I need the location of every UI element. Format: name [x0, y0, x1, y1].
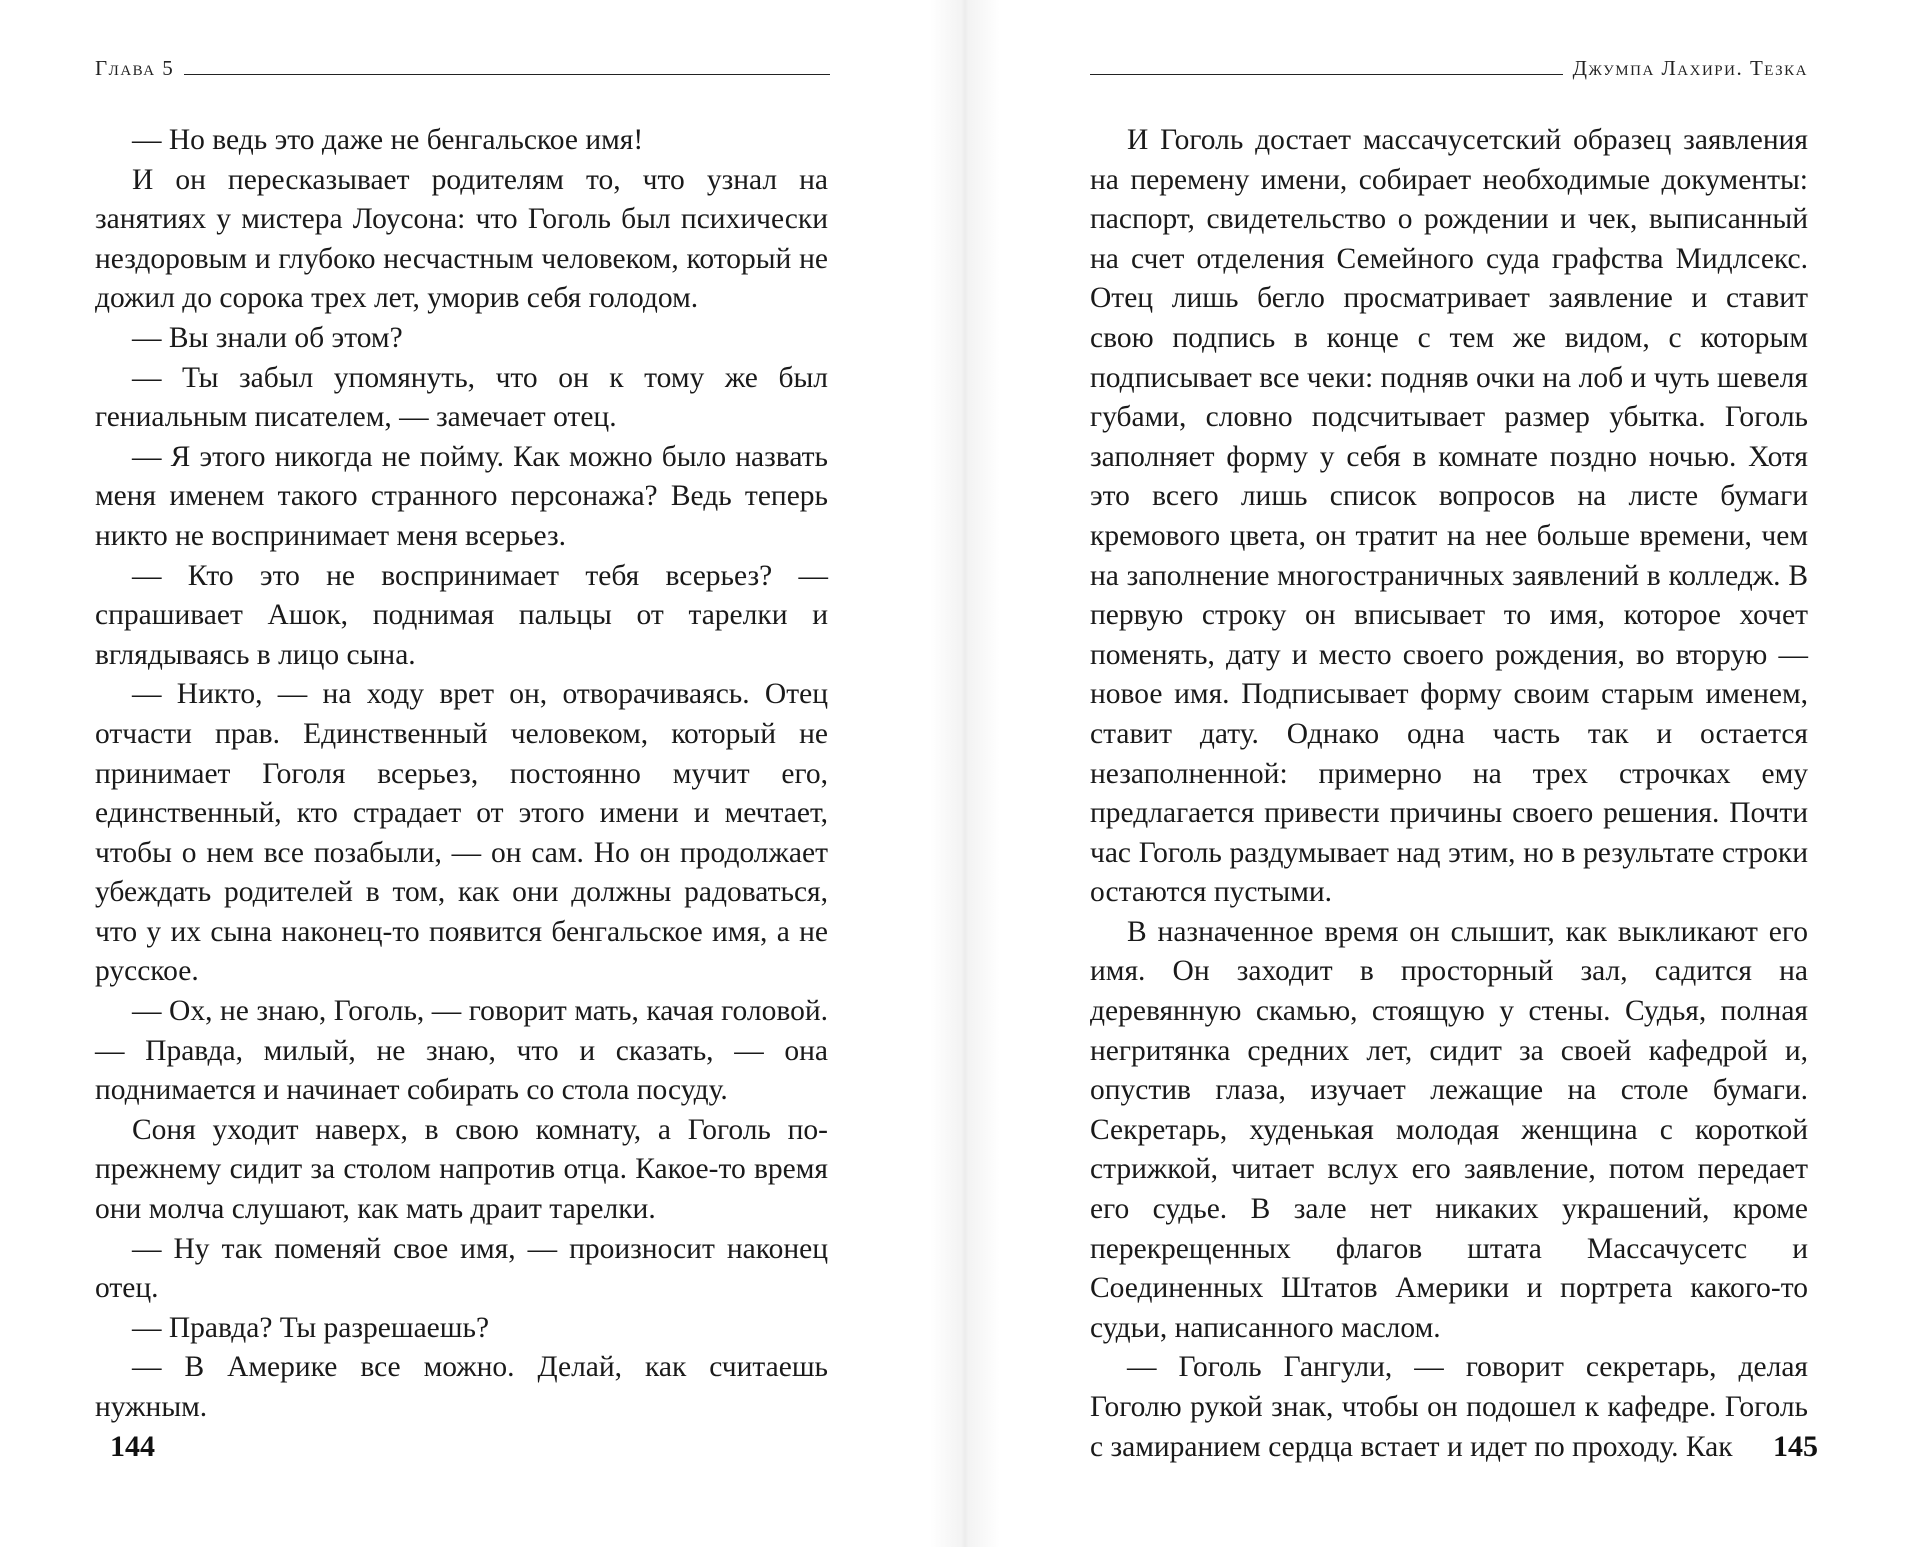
right-page — [1090, 0, 1818, 1547]
chapter-title: Глава 5 — [95, 56, 175, 80]
left-page — [95, 0, 830, 1547]
running-head-left — [95, 56, 830, 81]
page-number-left: 144 — [110, 1430, 155, 1463]
paragraph: Соня уходит наверх, в свою комнату, а Гоголь по-прежнему сидит за столом напротив отца. Какое-то время они молча слушают, как мать драит тарелки. — [95, 1113, 828, 1226]
paragraph: — Гоголь Гангули, — говорит секретарь, делая Гоголю рукой знак, чтобы он подошел к кафедре. Гоголь с замиранием сердца встает и идет по проходу. Как — [1090, 1351, 1808, 1463]
paragraph: В назначенное время он слышит, как выкликают его имя. Он заходит в просторный зал, садится на деревянную скамью, стоящую у стены. Судья, полная негритянка средних лет, сидит за своей кафедрой и, опустив глаза, изучает лежащие на столе бумаги. Секретарь, худенькая молодая женщина с короткой стрижкой, читает вслух его заявление, потом передает его судье. В зале нет никаких украшений, кроме перекрещенных флагов штата Массачусетс и Соединенных Штатов Америки и портрета какого-то судьи, написанного маслом. — [1090, 915, 1808, 1344]
paragraph: И он пересказывает родителям то, что узнал на занятиях у мистера Лоусона: что Гоголь был психически нездоровым и глубоко несчастным человеком, который не дожил до сорока трех лет, уморив себя голодом. — [95, 163, 828, 315]
header-rule — [184, 74, 830, 75]
header-rule — [1090, 74, 1563, 75]
right-page-text — [1090, 121, 1808, 1467]
paragraph: — Вы знали об этом? — [132, 321, 403, 354]
book-title: Джумпа Лахири. Тезка — [1572, 56, 1808, 80]
page-number-right: 145 — [1773, 1430, 1818, 1463]
paragraph: — Ох, не знаю, Гоголь, — говорит мать, качая головой. — Правда, милый, не знаю, что и сказать, — она поднимается и начинает собирать со стола посуду. — [95, 995, 828, 1107]
paragraph: — В Америке все можно. Делай, как считаешь нужным. — [95, 1351, 828, 1423]
paragraph: — Кто это не воспринимает тебя всерьез? — спрашивает Ашок, поднимая пальцы от тарелки и вглядываясь в лицо сына. — [95, 559, 828, 671]
left-page-text — [95, 121, 828, 1428]
paragraph: И Гоголь достает массачусетский образец заявления на перемену имени, собирает необходимые документы: паспорт, свидетельство о рождении и чек, выписанный на счет отделения Семейного суда графства Мидлсекс. Отец лишь бегло просматривает заявление и ставит свою подпись в конце с тем же видом, с которым подписывает все чеки: подняв очки на лоб и чуть шевеля губами, словно подсчитывает размер убытка. Гоголь заполняет форму у себя в комнате поздно ночью. Хотя это всего лишь список вопросов на листе бумаги кремового цвета, он тратит на нее больше времени, чем на заполнение многостраничных заявлений в колледж. В первую строку он вписывает то имя, которое хочет поменять, дату и место своего рождения, во вторую — новое имя. Подписывает форму своим старым именем, ставит дату. Однако одна часть так и остается незаполненной: примерно на трех строчках ему предлагается привести причины своего решения. Почти час Гоголь раздумывает над этим, но в результате строки остаются пустыми. — [1090, 124, 1808, 909]
paragraph: — Ты забыл упомянуть, что он к тому же был гениальным писателем, — замечает отец. — [95, 361, 828, 434]
paragraph: — Никто, — на ходу врет он, отворачиваясь. Отец отчасти прав. Единственный человеком, который не принимает Гоголя всерьез, постоянно мучит его, единственный, кто страдает от этого имени и мечтает, чтобы о нем все позабыли, — он сам. Но он продолжает убеждать родителей в том, как они должны радоваться, что у их сына наконец-то появится бенгальское имя, а не русское. — [95, 678, 828, 988]
paragraph: — Правда? Ты разрешаешь? — [132, 1311, 490, 1344]
paragraph: — Но ведь это даже не бенгальское имя! — [132, 124, 644, 156]
paragraph: — Я этого никогда не пойму. Как можно было назвать меня именем такого странного персонажа? Ведь теперь никто не воспринимает меня всерьез. — [95, 440, 828, 552]
book-gutter — [930, 0, 1000, 1547]
running-head-right — [1090, 56, 1808, 81]
paragraph: — Ну так поменяй свое имя, — произносит наконец отец. — [95, 1232, 828, 1305]
